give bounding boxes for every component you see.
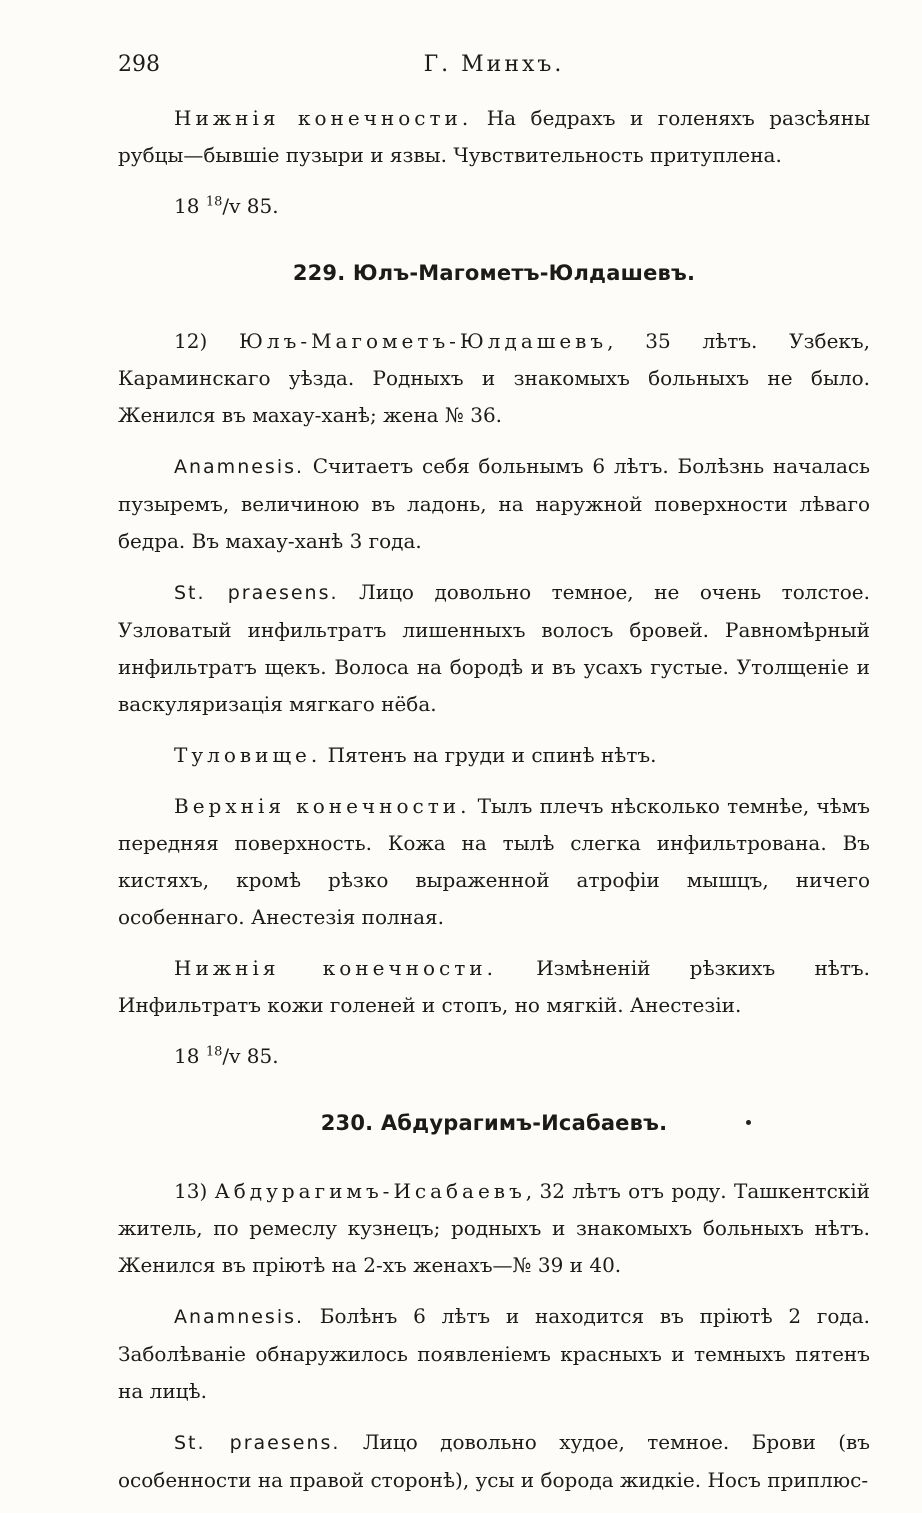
paragraph-anamnesis-230: Anamnesis. Болѣнъ 6 лѣтъ и находится въ пріютѣ 2 года. Заболѣваніе обнаружилось появленіемъ красныхъ и темныхъ пятенъ на лицѣ. [118, 1304, 870, 1403]
paragraph-intro-229: 12) Юлъ-Магометъ-Юлдашевъ, 35 лѣтъ. Узбекъ, Караминскаго уѣзда. Родныхъ и знакомыхъ больныхъ не было. Женился въ махау-ханѣ; жена № 36. [118, 329, 870, 427]
patient-name: Юлъ-Магометъ-Юлдашевъ [239, 329, 608, 353]
case-heading-229: 229. Юлъ-Магометъ-Юлдашевъ. [292, 261, 696, 285]
section-label: Туловище. [174, 743, 322, 767]
case-heading-230: 230. Абдурагимъ-Исабаевъ. [118, 1111, 870, 1135]
paragraph-lower-limbs-229: Нижнія конечности. Измѣненій рѣзкихъ нѣтъ. Инфильтратъ кожи голеней и стопъ, но мягкій. Анестезіи. [118, 956, 871, 1017]
paragraph-status-230: St. praesens. Лицо довольно худое, темное. Брови (въ особенности на правой сторонѣ), усы и борода жидкіе. Носъ приплюс- [118, 1430, 870, 1492]
date-line: 18 $^{18}$/v 85. [174, 1044, 279, 1068]
patient-name: Абдурагимъ-Исабаевъ [214, 1179, 526, 1203]
paragraph-text: На бедрахъ и голеняхъ разсѣяны рубцы—бывшіе пузыри и язвы. Чувствительность притуплена. [118, 106, 871, 167]
paragraph-trunk-229: Туловище. Пятенъ на груди и спинѣ нѣтъ. [174, 743, 657, 767]
page-body [118, 100, 870, 1513]
section-label: Anamnesis. [174, 1306, 305, 1328]
date-line: 18 $^{18}$/v 85. [174, 194, 279, 218]
section-label: St. praesens. [174, 582, 339, 604]
paragraph-lower-limbs-prev [118, 100, 870, 174]
page-header [118, 52, 870, 82]
ink-dot [746, 1120, 751, 1125]
section-label: Нижнія конечности. [174, 106, 473, 130]
section-label: Anamnesis. [174, 456, 305, 478]
running-head: Г. Минхъ. [423, 52, 565, 77]
section-label: Нижнія конечности. [174, 956, 497, 980]
section-label: Верхнія конечности. [174, 794, 471, 818]
paragraph-upper-limbs-229: Верхнія конечности. Тылъ плечъ нѣсколько темнѣе, чѣмъ передняя поверхность. Кожа на тылѣ слегка инфильтрована. Въ кистяхъ, кромѣ рѣзко выраженной атрофіи мышцъ, ничего особеннаго. Анестезія полная. [118, 794, 870, 929]
section-label: St. praesens. [174, 1432, 341, 1454]
paragraph-status-229: St. praesens. Лицо довольно темное, не очень толстое. Узловатый инфильтратъ лишенныхъ волосъ бровей. Равномѣрный инфильтратъ щекъ. Волоса на бородѣ и въ усахъ густые. Утолщеніе и васкуляризація мягкаго нёба. [118, 580, 870, 716]
page-number: 298 [118, 52, 160, 77]
paragraph-intro-230: 13) Абдурагимъ-Исабаевъ, 32 лѣтъ отъ роду. Ташкентскій житель, по ремеслу кузнецъ; родныхъ и знакомыхъ больныхъ нѣтъ. Женился въ пріютѣ на 2-хъ женахъ—№ 39 и 40. [118, 1179, 870, 1277]
paragraph-anamnesis-229: Anamnesis. Считаетъ себя больнымъ 6 лѣтъ. Болѣзнь началась пузыремъ, величиною въ ладонь, на наружной поверхности лѣваго бедра. Въ махау-ханѣ 3 года. [118, 454, 870, 553]
